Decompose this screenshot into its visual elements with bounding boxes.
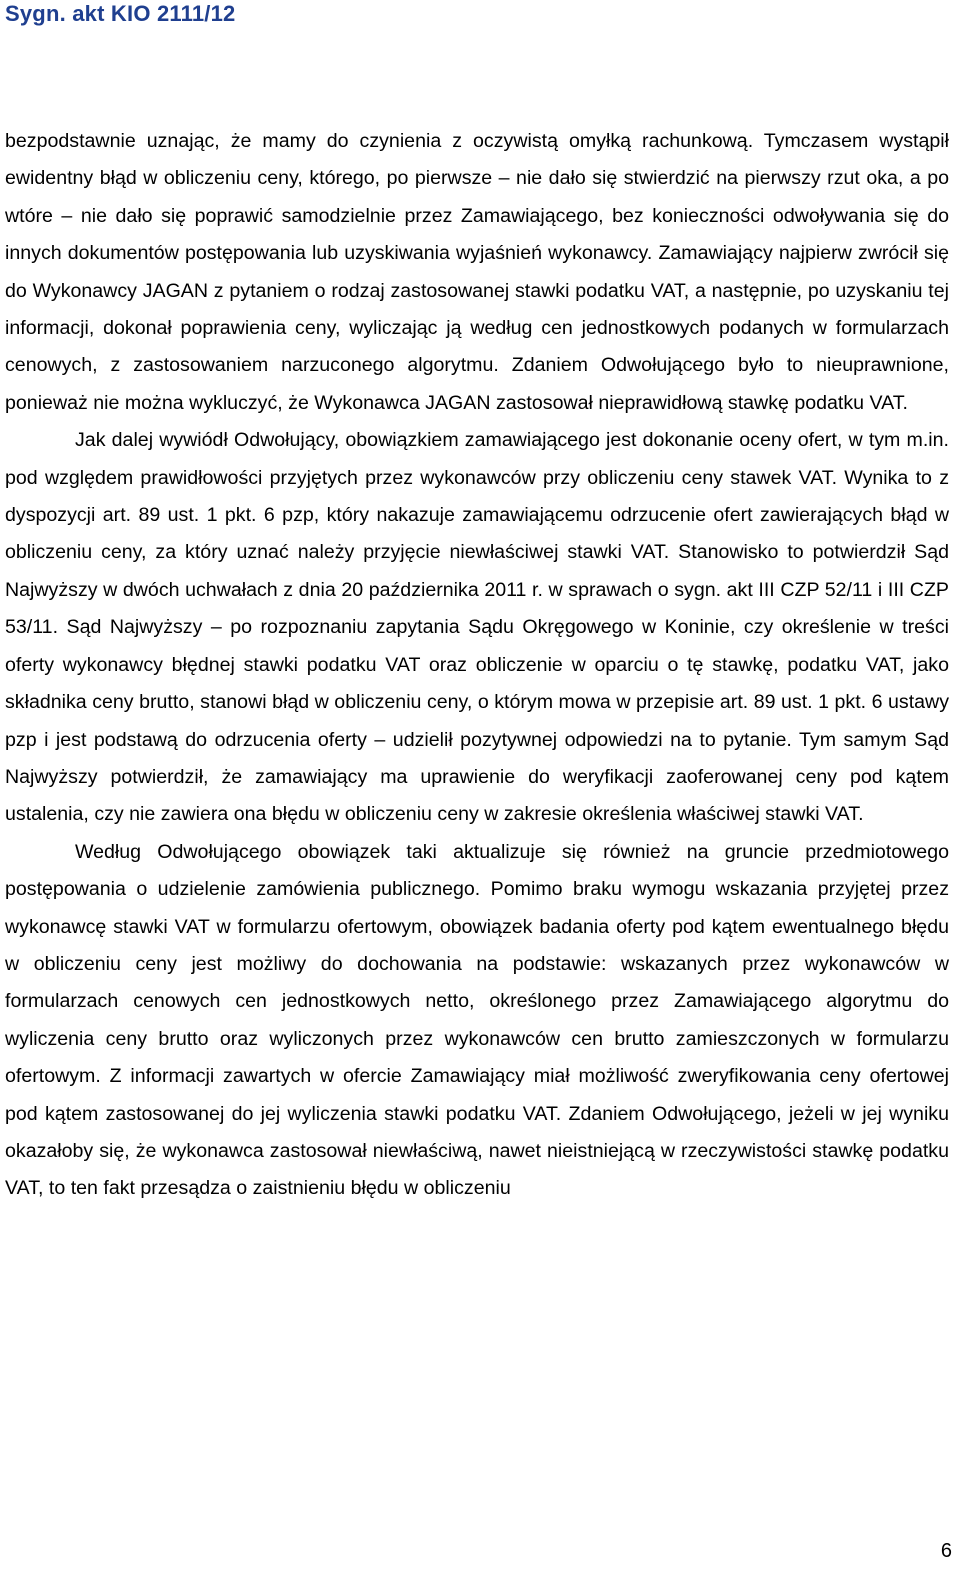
paragraph-2: Jak dalej wywiódł Odwołujący, obowiązkiem zamawiającego jest dokonanie oceny ofert, w tym m.in. pod względem prawidłowości przyjętych przez wykonawców przy obliczeniu ceny stawek VAT. Wynika to z dyspozycji art. 89 ust. 1 pkt. 6 pzp, który nakazuje zamawiającemu odrzucenie ofert zawierających błąd w obliczeniu ceny, za który uznać należy przyjęcie niewłaściwej stawki VAT. Stanowisko to potwierdził Sąd Najwyższy w dwóch uchwałach z dnia 20 października 2011 r. w sprawach o sygn. akt III CZP 52/11 i III CZP 53/11. Sąd Najwyższy – po rozpoznaniu zapytania Sądu Okręgowego w Koninie, czy określenie w treści oferty wykonawcy błędnej stawki podatku VAT oraz obliczenie w oparciu o tę stawkę, podatku VAT, jako składnika ceny brutto, stanowi błąd w obliczeniu ceny, o którym mowa w przepisie art. 89 ust. 1 pkt. 6 ustawy pzp i jest podstawą do odrzucenia oferty – udzielił pozytywnej odpowiedzi na to pytanie. Tym samym Sąd Najwyższy potwierdził, że zamawiający ma uprawienie do weryfikacji zaoferowanej ceny pod kątem ustalenia, czy nie zawiera ona błędu w obliczeniu ceny w zakresie określenia właściwej stawki VAT.: [5, 429, 949, 826]
paragraph-3: Według Odwołującego obowiązek taki aktualizuje się również na gruncie przedmiotowego postępowania o udzielenie zamówienia publicznego. Pomimo braku wymogu wskazania przyjętej przez wykonawcę stawki VAT w formularzu ofertowym, obowiązek badania oferty pod kątem ewentualnego błędu w obliczeniu ceny jest możliwy do dochowania na podstawie: wskazanych przez wykonawców w formularzach cenowych cen jednostkowych netto, określonego przez Zamawiającego algorytmu do wyliczenia ceny brutto oraz wyliczonych przez wykonawców cen brutto zamieszczonych w formularzu ofertowym. Z informacji zawartych w ofercie Zamawiający miał możliwość zweryfikowania ceny ofertowej pod kątem zastosowanej do jej wyliczenia stawki podatku VAT. Zdaniem Odwołującego, jeżeli w jej wyniku okazałoby się, że wykonawca zastosował niewłaściwą, nawet nieistniejącą w rzeczywistości stawkę podatku VAT, to ten fakt przesądza o zaistnieniu błędu w obliczeniu: [5, 840, 949, 1200]
document-body: [5, 123, 949, 1208]
page-number: 6: [940, 1540, 952, 1562]
paragraph-1: bezpodstawnie uznając, że mamy do czynienia z oczywistą omyłką rachunkową. Tymczasem wystąpił ewidentny błąd w obliczeniu ceny, którego, po pierwsze – nie dało się stwierdzić na pierwszy rzut oka, a po wtóre – nie dało się poprawić samodzielnie przez Zamawiającego, bez konieczności odwoływania się do innych dokumentów postępowania lub uzyskiwania wyjaśnień wykonawcy. Zamawiający najpierw zwrócił się do Wykonawcy JAGAN z pytaniem o rodzaj zastosowanej stawki podatku VAT, a następnie, po uzyskaniu tej informacji, dokonał poprawienia ceny, wyliczając ją według cen jednostkowych podanych w formularzach cenowych, z zastosowaniem narzuconego algorytmu. Zdaniem Odwołującego było to nieuprawnione, ponieważ nie można wykluczyć, że Wykonawca JAGAN zastosował nieprawidłową stawkę podatku VAT.: [5, 130, 949, 414]
page-header-case-number: Sygn. akt KIO 2111/12: [5, 1, 236, 26]
